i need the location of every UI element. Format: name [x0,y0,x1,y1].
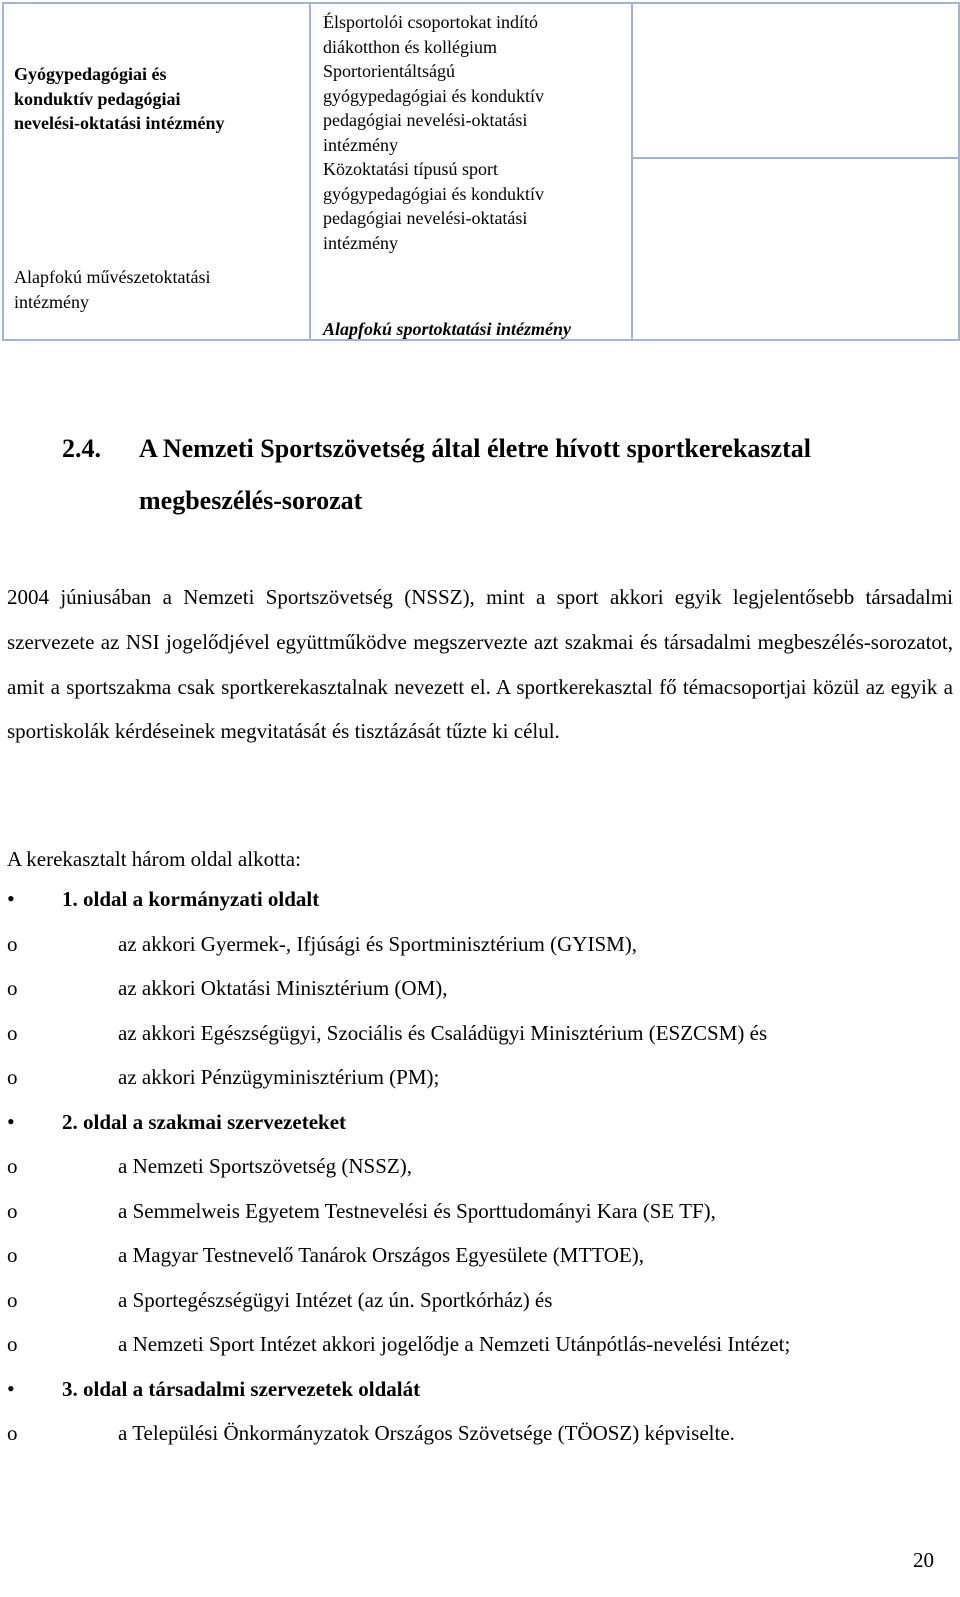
sub-item: az akkori Oktatási Minisztérium (OM), [118,976,448,1000]
sub-bullet-icon: o [7,931,18,956]
sub-bullet-icon: o [7,1332,18,1356]
sub-item: az akkori Egészségügyi, Szociális és Családügyi Minisztérium (ESZCSM) és [118,1020,768,1045]
sub-bullet-icon: o [7,1287,18,1312]
sub-item: a Nemzeti Sport Intézet akkori jogelődje a Nemzeti Utánpótlás-nevelési Intézet; [118,1332,791,1356]
table-cell-line: Sportorientáltságú [323,61,455,81]
group-title: 1. oldal a kormányzati oldalt [62,887,320,911]
sub-bullet-icon: o [7,1154,18,1178]
table-cell-line: intézmény [323,232,398,253]
sub-item: a Sportegészségügyi Intézet (az ún. Sportkórház) és [118,1287,553,1312]
sub-item: az akkori Pénzügyminisztérium (PM); [118,1065,440,1089]
table-cell-line: Gyógypedagógiai és [14,64,167,84]
bullet-icon: • [7,1108,15,1134]
table-cell-col2-bottom: Alapfokú sportoktatási intézmény [323,319,572,339]
sub-bullet-icon: o [7,1243,18,1267]
sub-item: a Semmelweis Egyetem Testnevelési és Sporttudományi Kara (SE TF), [118,1198,716,1223]
sub-item: a Nemzeti Sportszövetség (NSSZ), [118,1154,412,1178]
section-title-line2: megbeszélés-sorozat [139,486,363,515]
group-title: 3. oldal a társadalmi szervezetek oldalát [62,1376,421,1401]
table-divider [633,157,958,159]
table-cell-line: diákotthon és kollégium [323,36,497,57]
table-cell-line: intézmény [323,134,398,155]
body-paragraph: 2004 júniusában a Nemzeti Sportszövetség (NSSZ), mint a sport akkori egyik legjelentősebb társadalmi szervezete az NSI jogelődjével együttműködve megszervezte azt szakmai és társadalmi megbeszélés-sorozatot, amit a sportszakma csak sportkerekasztalnak nevezett el. A sportkerekasztal fő témacsoportjai közül az egyik a sportiskolák kérdéseinek megvitatását és tisztázását tűzte ki célul. [7,585,953,744]
table-cell-col1-top [14,62,304,136]
section-number: 2.4. [62,434,101,463]
table-cell-line: nevelési-oktatási intézmény [14,113,225,133]
table-cell-line: Alapfokú művészetoktatási [14,267,211,287]
section-heading [62,423,952,527]
bullet-icon: • [7,1375,15,1401]
table-cell-line: konduktív pedagógiai [14,88,181,109]
table-cell-col1-bottom [14,265,304,314]
institution-table [2,2,958,339]
table-cell-line: gyógypedagógiai és konduktív [323,85,544,106]
sub-item: a Magyar Testnevelő Tanárok Országos Egyesülete (MTTOE), [118,1243,644,1267]
bullet-icon: • [7,886,15,911]
page-number: 20 [913,1548,934,1572]
sub-bullet-icon: o [7,1065,18,1089]
table-cell-line: pedagógiai nevelési-oktatási [323,208,528,228]
table-cell-line: Közoktatási típusú sport [323,159,498,179]
section-title-line1: A Nemzeti Sportszövetség által életre hívott sportkerekasztal [139,434,811,463]
list-intro: A kerekasztalt három oldal alkotta: [7,847,301,871]
table-cell-line: pedagógiai nevelési-oktatási [323,110,528,130]
sub-item: a Települési Önkormányzatok Országos Szövetsége (TÖOSZ) képviselte. [118,1421,735,1445]
sub-item: az akkori Gyermek-, Ifjúsági és Sportminisztérium (GYISM), [118,931,638,956]
table-cell-col2-top [323,10,623,255]
sub-bullet-icon: o [7,1421,18,1445]
table-cell-line: gyógypedagógiai és konduktív [323,183,544,204]
table-cell-line: Élsportolói csoportokat indító [323,12,538,32]
table-cell-line: intézmény [14,291,89,312]
sub-bullet-icon: o [7,1198,18,1223]
group-title: 2. oldal a szakmai szervezeteket [62,1109,347,1134]
sub-bullet-icon: o [7,1020,18,1045]
sub-bullet-icon: o [7,976,18,1000]
